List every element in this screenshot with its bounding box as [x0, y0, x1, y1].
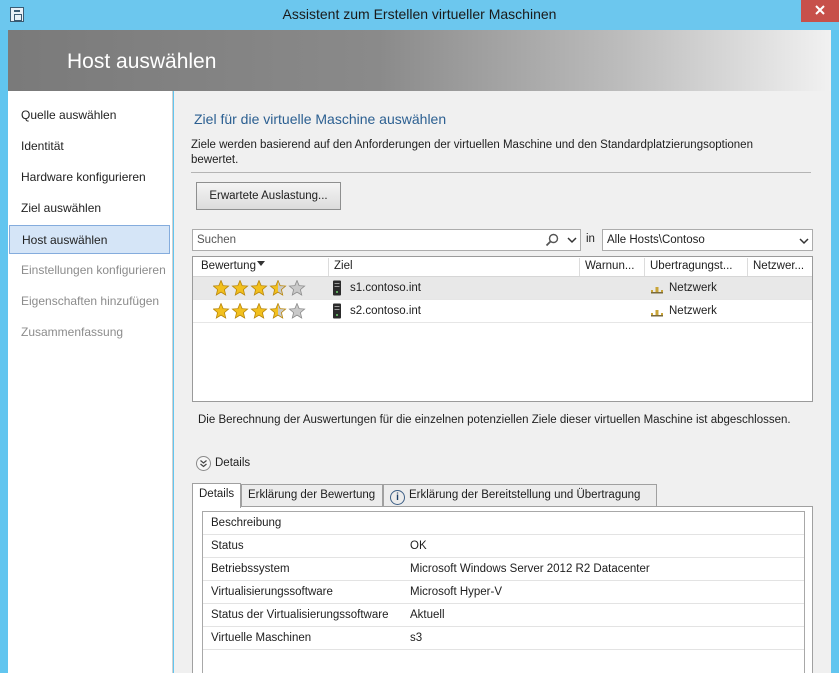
- star-rating: [213, 280, 308, 296]
- column-header-network[interactable]: Netzwer...: [753, 260, 805, 272]
- detail-row: [203, 512, 804, 535]
- detail-value: Microsoft Windows Server 2012 R2 Datacenter: [410, 563, 650, 575]
- sort-descending-icon: [257, 261, 265, 266]
- column-header-warnings[interactable]: Warnun...: [585, 260, 635, 272]
- star-filled-icon: [251, 304, 266, 318]
- network-transfer-icon: [650, 307, 664, 317]
- expand-chevron-icon: [196, 456, 211, 471]
- detail-row: [203, 604, 804, 627]
- nav-item-zusammenfassung: Zusammenfassung: [21, 325, 124, 339]
- star-filled-icon: [270, 304, 285, 318]
- nav-item-host[interactable]: Host auswählen: [9, 225, 170, 254]
- details-toggle-label: Details: [215, 457, 251, 469]
- star-filled-icon: [251, 281, 266, 295]
- in-label: in: [586, 233, 595, 245]
- window-title: Assistent zum Erstellen virtueller Maschinen: [282, 6, 557, 22]
- nav-item-identitaet[interactable]: Identität: [21, 139, 64, 153]
- page-title: Host auswählen: [67, 50, 217, 73]
- detail-key: Betriebssystem: [211, 563, 290, 575]
- chevron-down-icon: [799, 236, 809, 246]
- table-row[interactable]: [193, 277, 812, 300]
- host-name: s2.contoso.int: [350, 305, 421, 317]
- status-message: Die Berechnung der Auswertungen für die einzelnen potenziellen Ziele dieser virtuellen Maschine ist abgeschlossen.: [198, 414, 791, 426]
- wizard-steps-nav: [8, 91, 173, 673]
- column-divider: [747, 258, 748, 276]
- tab-label: Erklärung der Bewertung: [248, 489, 376, 501]
- search-placeholder: Suchen: [197, 234, 237, 246]
- divider: [191, 172, 811, 173]
- search-input[interactable]: [192, 229, 581, 251]
- info-icon: i: [390, 490, 405, 505]
- detail-row: [203, 581, 804, 604]
- star-filled-icon: [270, 281, 285, 295]
- column-divider: [328, 258, 329, 276]
- detail-value: OK: [410, 540, 427, 552]
- detail-key: Status: [211, 540, 244, 552]
- tab-details[interactable]: [192, 483, 241, 508]
- page-header: [8, 30, 831, 91]
- detail-row: [203, 535, 804, 558]
- detail-value: s3: [410, 632, 423, 644]
- server-icon: [332, 280, 342, 296]
- star-filled-icon: [213, 281, 228, 295]
- host-name: s1.contoso.int: [350, 282, 421, 294]
- network-transfer-icon: [650, 284, 664, 294]
- detail-value: Aktuell: [410, 609, 445, 621]
- nav-item-hardware[interactable]: Hardware konfigurieren: [21, 170, 146, 184]
- host-grid: [192, 256, 813, 402]
- close-icon: [801, 0, 839, 22]
- title-bar: [0, 0, 839, 30]
- detail-value: Microsoft Hyper-V: [410, 586, 503, 598]
- scope-value: Alle Hosts\Contoso: [607, 234, 705, 246]
- star-rating: [213, 303, 308, 319]
- transfer-type: Netzwerk: [669, 305, 717, 317]
- column-header-rating[interactable]: Bewertung: [201, 260, 256, 272]
- search-icon[interactable]: [545, 233, 559, 247]
- star-empty-icon: [289, 281, 304, 295]
- column-divider: [644, 258, 645, 276]
- section-title: Ziel für die virtuelle Maschine auswählen: [194, 111, 447, 127]
- nav-item-ziel[interactable]: Ziel auswählen: [21, 201, 102, 215]
- column-divider: [579, 258, 580, 276]
- detail-key: Status der Virtualisierungssoftware: [211, 609, 389, 621]
- column-header-target[interactable]: Ziel: [334, 260, 353, 272]
- details-panel: [192, 506, 813, 673]
- star-filled-icon: [232, 281, 247, 295]
- nav-item-eigenschaften: Eigenschaften hinzufügen: [21, 294, 160, 308]
- nav-item-quelle[interactable]: Quelle auswählen: [21, 108, 117, 122]
- tab-rating-explanation[interactable]: [241, 484, 383, 507]
- column-header-transfer[interactable]: Übertragungst...: [650, 260, 733, 272]
- tab-label: Erklärung der Bereitstellung und Übertragung: [409, 489, 641, 501]
- grid-header: [193, 257, 812, 277]
- chevron-down-icon[interactable]: [567, 235, 577, 245]
- star-empty-icon: [289, 304, 304, 318]
- nav-item-einstellungen: Einstellungen konfigurieren: [21, 263, 166, 277]
- scope-select[interactable]: [602, 229, 813, 251]
- details-table: [202, 511, 805, 673]
- main-panel: [174, 91, 831, 673]
- close-button[interactable]: [801, 0, 839, 22]
- detail-row: [203, 627, 804, 650]
- transfer-type: Netzwerk: [669, 282, 717, 294]
- detail-row: [203, 558, 804, 581]
- tab-label: Details: [199, 488, 235, 500]
- star-filled-icon: [213, 304, 228, 318]
- detail-key: Virtuelle Maschinen: [211, 632, 312, 644]
- expected-load-button[interactable]: Erwartete Auslastung...: [196, 182, 341, 210]
- tab-deployment-explanation[interactable]: [383, 484, 657, 507]
- table-row[interactable]: [193, 300, 812, 323]
- detail-key: Beschreibung: [211, 517, 282, 529]
- detail-key: Virtualisierungssoftware: [211, 586, 333, 598]
- section-description: Ziele werden basierend auf den Anforderungen der virtuellen Maschine und den Standardplatzierungsoptionen bewertet.: [191, 139, 753, 166]
- server-icon: [332, 303, 342, 319]
- star-filled-icon: [232, 304, 247, 318]
